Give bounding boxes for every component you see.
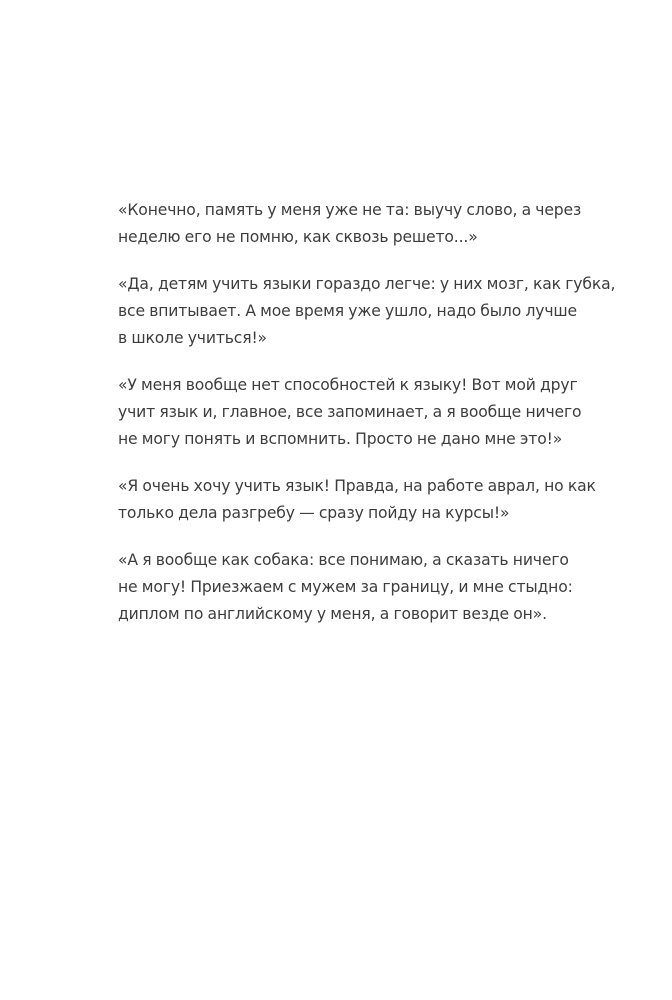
quote-line: «Конечно, память у меня уже не та: выучу слово, а через xyxy=(118,201,582,219)
quote-line: неделю его не помню, как сквозь решето...» xyxy=(118,228,478,246)
quote-line: в школе учиться!» xyxy=(118,329,267,347)
quote-line: не могу понять и вспомнить. Просто не дано мне это!» xyxy=(118,430,563,448)
quote-paragraph xyxy=(118,271,616,352)
quote-paragraph xyxy=(118,473,598,527)
quote-line: «Да, детям учить языки гораздо легче: у них мозг, как губка, xyxy=(118,275,616,293)
quote-paragraph xyxy=(118,547,598,628)
quote-line: «Я очень хочу учить язык! Правда, на работе аврал, но как xyxy=(118,477,596,495)
quote-line: «А я вообще как собака: все понимаю, а сказать ничего xyxy=(118,551,569,569)
quote-line: «У меня вообще нет способностей к языку! Вот мой друг xyxy=(118,376,578,394)
quote-line: учит язык и, главное, все запоминает, а я вообще ничего xyxy=(118,403,582,421)
quote-line: не могу! Приезжаем с мужем за границу, и мне стыдно: xyxy=(118,578,573,596)
quote-line: все впитывает. А мое время уже ушло, надо было лучше xyxy=(118,302,577,320)
quote-paragraph xyxy=(118,372,598,453)
quote-paragraph xyxy=(118,197,598,251)
quote-line: только дела разгребу — сразу пойду на курсы!» xyxy=(118,504,510,522)
quote-line: диплом по английскому у меня, а говорит везде он». xyxy=(118,605,547,623)
quotes-block xyxy=(118,197,616,648)
